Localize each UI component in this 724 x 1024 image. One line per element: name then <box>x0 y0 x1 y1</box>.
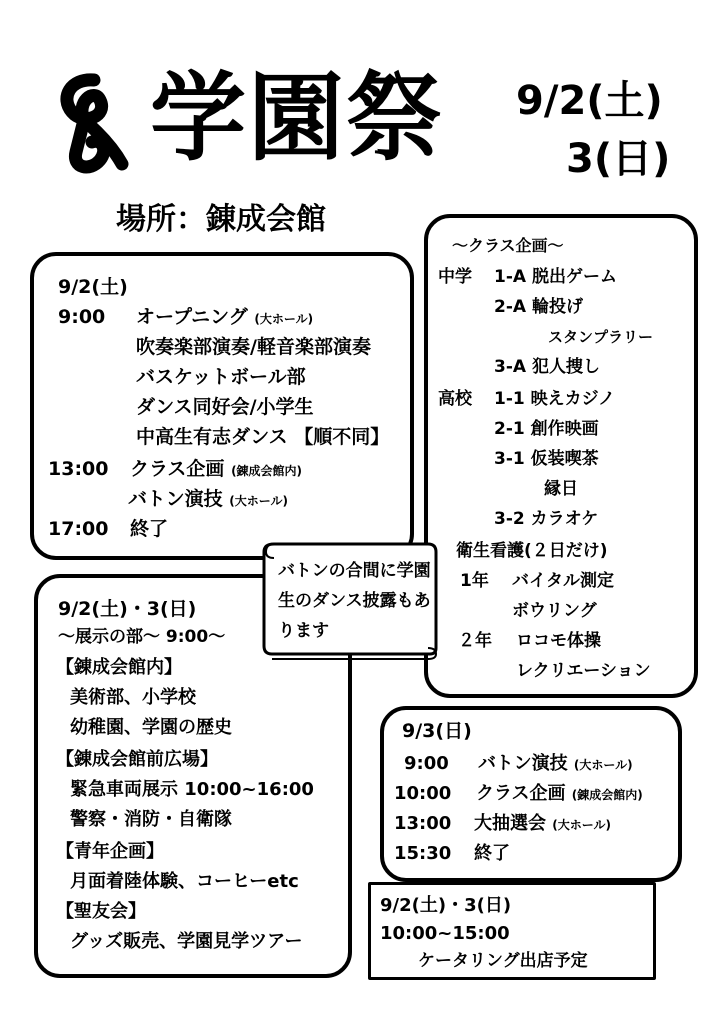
eisei-grade: 1年 <box>460 571 489 591</box>
day1-time: 17:00 <box>48 518 109 540</box>
class-item: 3-A 犯人捜し <box>494 357 600 377</box>
exhibit-sub: ～展示の部～ 9:00～ <box>58 627 226 647</box>
day1-heading: 9/2(土) <box>58 276 128 298</box>
day1-event: ダンス同好会/小学生 <box>136 396 314 418</box>
day1-event: オープニング (大ホール) <box>136 306 314 328</box>
class-item: 縁日 <box>544 479 578 499</box>
exhibit-line: 【錬成会館前広場】 <box>56 749 218 770</box>
day2-time: 13:00 <box>394 813 452 834</box>
class-item: 3-1 仮装喫茶 <box>494 449 599 469</box>
day2-event: 大抽選会 (大ホール) <box>474 813 612 834</box>
day1-time: 13:00 <box>48 458 109 480</box>
day1-time: 9:00 <box>58 306 106 328</box>
venue-label: 場所：錬成会館 <box>116 202 326 237</box>
eisei-item: レクリエーション <box>516 661 651 681</box>
date-day2: 3(日) <box>566 136 671 182</box>
day1-event: バトン演技 (大ホール) <box>128 488 288 510</box>
day1-event: バスケットボール部 <box>136 366 306 388</box>
day2-time: 9:00 <box>404 753 449 774</box>
class-item: 2-A 輪投げ <box>494 297 583 317</box>
day2-event: 終了 <box>474 843 510 864</box>
chugaku-label: 中学 <box>438 267 472 287</box>
day1-event: クラス企画 (錬成会館内) <box>130 458 303 480</box>
koukou-label: 高校 <box>438 389 472 409</box>
eisei-item: バイタル測定 <box>512 571 614 591</box>
day1-event: 終了 <box>130 518 169 540</box>
exhibit-line: 美術部、小学校 <box>70 687 196 708</box>
date-day1: 9/2(土) <box>516 78 663 124</box>
exhibit-line: グッズ販売、学園見学ツアー <box>70 931 303 952</box>
class-item: 1-1 映えカジノ <box>494 389 615 409</box>
eisei-item: ボウリング <box>512 601 597 621</box>
exhibit-line: 警察・消防・自衛隊 <box>70 809 232 830</box>
exhibit-line: 【青年企画】 <box>56 841 164 862</box>
eisei-grade: ２年 <box>458 631 492 651</box>
catering-time: 10:00~15:00 <box>380 923 510 944</box>
class-heading: ～クラス企画～ <box>452 236 564 255</box>
class-item: 2-1 創作映画 <box>494 419 599 439</box>
day2-time: 10:00 <box>394 783 452 804</box>
page-title: 学園祭 <box>150 62 444 174</box>
day2-event: バトン演技 (大ホール) <box>478 753 633 774</box>
exhibit-line: 月面着陸体験、コーヒーetc <box>70 871 299 892</box>
eisei-heading: 衛生看護(２日だけ) <box>456 541 608 561</box>
class-item: 3-2 カラオケ <box>494 509 599 529</box>
catering-heading: 9/2(土)・3(日) <box>380 895 512 916</box>
exhibit-line: 緊急車両展示 10:00~16:00 <box>70 779 314 800</box>
class-item: 1-A 脱出ゲーム <box>494 267 617 287</box>
exhibit-line: 【聖友会】 <box>56 901 146 922</box>
exhibit-heading: 9/2(土)・3(日) <box>58 598 197 620</box>
day2-heading: 9/3(日) <box>402 720 472 742</box>
note-text: バトンの合間に学園生のダンス披露もあります <box>278 561 431 641</box>
catering-text: ケータリング出店予定 <box>418 951 588 971</box>
day2-time: 15:30 <box>394 843 452 864</box>
class-item: スタンプラリー <box>548 328 654 346</box>
school-logo <box>50 72 130 182</box>
exhibit-line: 【錬成会館内】 <box>56 657 182 678</box>
day1-event: 中高生有志ダンス 【順不同】 <box>136 426 390 448</box>
day2-event: クラス企画 (錬成会館内) <box>476 783 643 804</box>
day1-event: 吹奏楽部演奏/軽音楽部演奏 <box>136 336 371 358</box>
eisei-item: ロコモ体操 <box>516 631 601 651</box>
exhibit-line: 幼稚園、学園の歴史 <box>70 717 232 738</box>
